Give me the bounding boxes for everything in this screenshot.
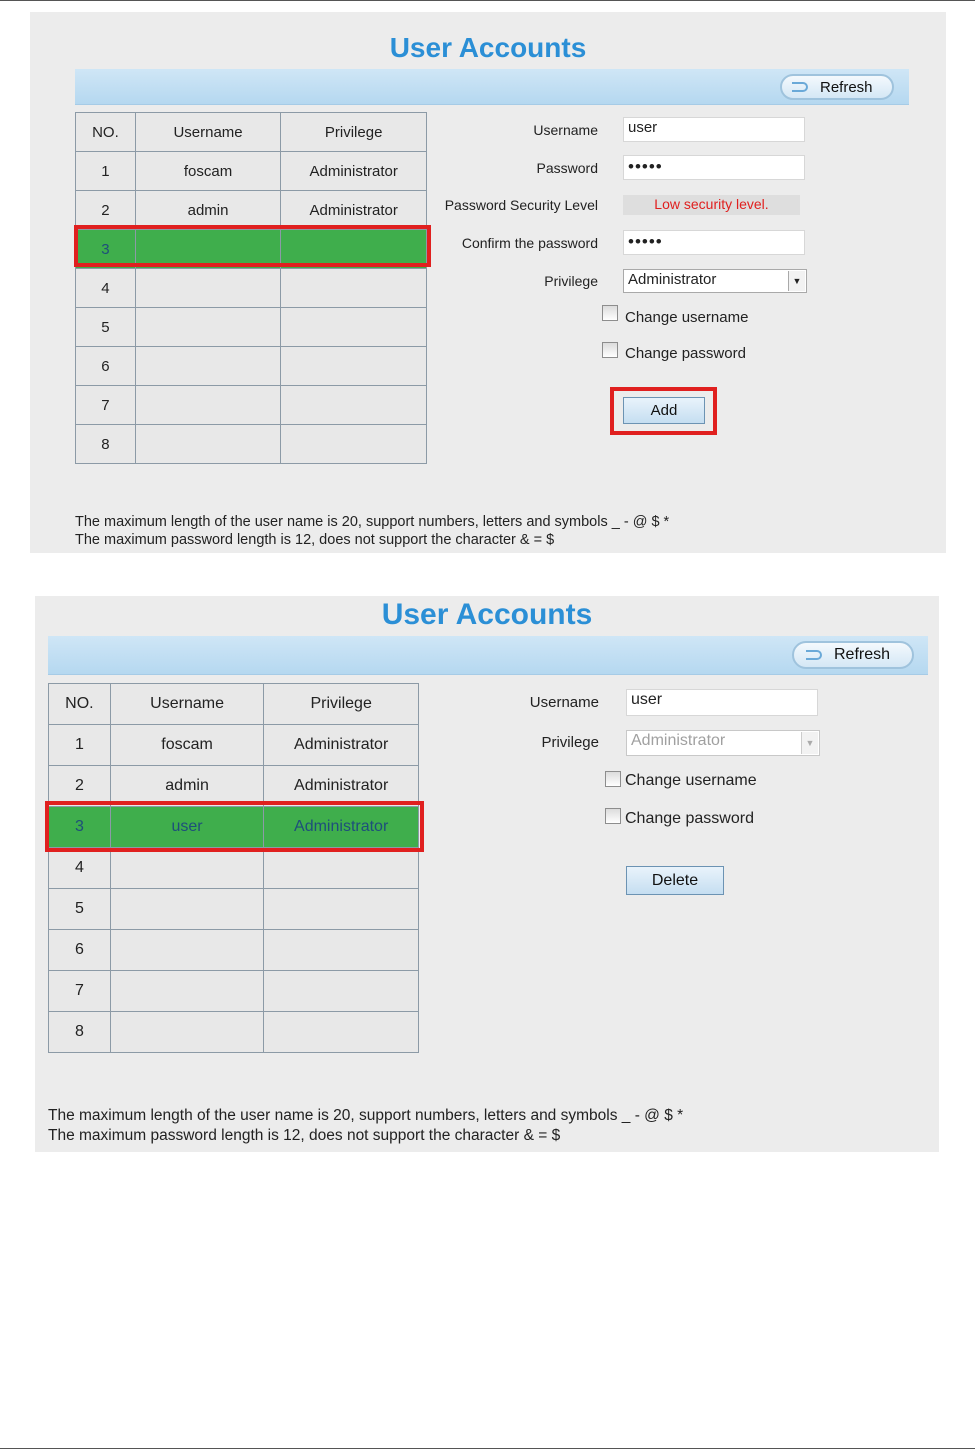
- table-row[interactable]: [49, 848, 419, 889]
- column-header-no: NO.: [76, 113, 136, 152]
- page-title: User Accounts: [381, 598, 593, 631]
- column-header-no: NO.: [49, 684, 111, 725]
- row-privilege: [281, 308, 427, 347]
- password-rule-note: The maximum password length is 12, does not support the character & = $: [48, 1127, 561, 1144]
- selected-row-highlight: [45, 801, 424, 852]
- users-table: [48, 683, 419, 1053]
- row-privilege: [264, 848, 419, 889]
- change-password-checkbox[interactable]: [605, 808, 621, 824]
- table-row[interactable]: [76, 152, 427, 191]
- column-header-username: Username: [135, 113, 281, 152]
- row-privilege: [281, 425, 427, 464]
- row-no: 1: [76, 152, 136, 191]
- row-username: [110, 889, 264, 930]
- change-password-label: Change password: [625, 345, 746, 362]
- delete-button[interactable]: Delete: [626, 866, 724, 895]
- row-privilege: [281, 347, 427, 386]
- row-privilege: [281, 386, 427, 425]
- row-no: 4: [49, 848, 111, 889]
- column-header-privilege: Privilege: [264, 684, 419, 725]
- add-button[interactable]: Add: [623, 397, 705, 424]
- table-row[interactable]: [76, 191, 427, 230]
- table-row[interactable]: [49, 889, 419, 930]
- row-username: [135, 308, 281, 347]
- row-privilege: Administrator: [264, 766, 419, 807]
- username-input[interactable]: user: [626, 689, 818, 716]
- column-header-privilege: Privilege: [281, 113, 427, 152]
- username-rule-note: The maximum length of the user name is 20, support numbers, letters and symbols _ - @ $ *: [75, 514, 670, 530]
- selected-row-highlight: [74, 225, 431, 267]
- user-accounts-panel-delete: [35, 596, 939, 1152]
- refresh-icon: [806, 650, 822, 660]
- row-no: 6: [49, 930, 111, 971]
- row-privilege: Administrator: [281, 152, 427, 191]
- change-username-label: Change username: [625, 309, 749, 326]
- confirm-password-input[interactable]: •••••: [623, 230, 805, 255]
- security-level-label: Password Security Level: [444, 197, 598, 213]
- row-privilege: [264, 930, 419, 971]
- privilege-select[interactable]: [623, 269, 807, 293]
- row-username: [110, 848, 264, 889]
- row-no: 1: [49, 725, 111, 766]
- table-row[interactable]: [76, 269, 427, 308]
- row-username: admin: [110, 766, 264, 807]
- table-row[interactable]: [76, 347, 427, 386]
- privilege-select: [626, 730, 820, 756]
- refresh-button[interactable]: [780, 74, 894, 100]
- table-row[interactable]: [49, 930, 419, 971]
- table-row[interactable]: [49, 971, 419, 1012]
- security-level-indicator: Low security level.: [623, 195, 800, 215]
- row-username: [135, 425, 281, 464]
- row-username: [135, 386, 281, 425]
- row-no: 8: [76, 425, 136, 464]
- row-username: user: [110, 807, 264, 848]
- row-privilege: Administrator: [264, 725, 419, 766]
- change-username-checkbox[interactable]: [605, 771, 621, 787]
- change-username-label: Change username: [625, 772, 757, 789]
- table-header-row: [49, 684, 419, 725]
- privilege-select-value: Administrator: [631, 732, 726, 749]
- column-header-username: Username: [110, 684, 264, 725]
- row-privilege: [264, 971, 419, 1012]
- privilege-label: Privilege: [541, 734, 599, 751]
- row-privilege: [264, 1012, 419, 1053]
- row-no: 3: [76, 230, 136, 269]
- page-bottom-rule: [0, 1448, 975, 1449]
- confirm-password-label: Confirm the password: [461, 235, 598, 251]
- table-row[interactable]: [49, 1012, 419, 1053]
- page-title: User Accounts: [389, 32, 587, 63]
- change-password-checkbox[interactable]: [602, 342, 618, 358]
- row-no: 5: [49, 889, 111, 930]
- row-username: foscam: [110, 725, 264, 766]
- toolbar-bar: [75, 69, 909, 105]
- users-table: [75, 112, 427, 464]
- row-no: 6: [76, 347, 136, 386]
- row-no: 3: [49, 807, 111, 848]
- row-privilege: [264, 889, 419, 930]
- refresh-label: Refresh: [834, 646, 891, 663]
- table-row[interactable]: [49, 725, 419, 766]
- user-accounts-panel-add: [30, 12, 946, 553]
- table-header-row: [76, 113, 427, 152]
- row-privilege: Administrator: [281, 191, 427, 230]
- row-no: 2: [76, 191, 136, 230]
- chevron-down-icon: ▼: [801, 732, 818, 754]
- refresh-icon: [792, 82, 808, 92]
- password-label: Password: [536, 160, 598, 176]
- row-username: foscam: [135, 152, 281, 191]
- change-password-label: Change password: [625, 810, 754, 827]
- chevron-down-icon[interactable]: ▼: [788, 271, 805, 291]
- password-rule-note: The maximum password length is 12, does not support the character & = $: [75, 532, 555, 548]
- row-no: 2: [49, 766, 111, 807]
- username-input[interactable]: user: [623, 117, 805, 142]
- username-rule-note: The maximum length of the user name is 20, support numbers, letters and symbols _ - @ $ *: [48, 1107, 684, 1124]
- toolbar-bar: [48, 636, 928, 675]
- table-row[interactable]: [76, 386, 427, 425]
- row-privilege: Administrator: [264, 807, 419, 848]
- password-input[interactable]: •••••: [623, 155, 805, 180]
- row-no: 4: [76, 269, 136, 308]
- username-label: Username: [529, 694, 599, 711]
- refresh-label: Refresh: [820, 78, 873, 96]
- row-no: 5: [76, 308, 136, 347]
- privilege-select-value: Administrator: [628, 271, 717, 288]
- row-username: [135, 347, 281, 386]
- username-label: Username: [533, 122, 598, 138]
- change-username-checkbox[interactable]: [602, 305, 618, 321]
- row-username: [110, 1012, 264, 1053]
- page-top-rule: [0, 0, 975, 1]
- row-username: [110, 930, 264, 971]
- row-no: 7: [76, 386, 136, 425]
- refresh-button[interactable]: [792, 641, 914, 669]
- row-username: [135, 269, 281, 308]
- row-no: 7: [49, 971, 111, 1012]
- row-username: [110, 971, 264, 1012]
- privilege-label: Privilege: [544, 273, 598, 289]
- table-row[interactable]: [76, 308, 427, 347]
- table-row[interactable]: [76, 425, 427, 464]
- row-privilege: [281, 269, 427, 308]
- row-username: admin: [135, 191, 281, 230]
- row-no: 8: [49, 1012, 111, 1053]
